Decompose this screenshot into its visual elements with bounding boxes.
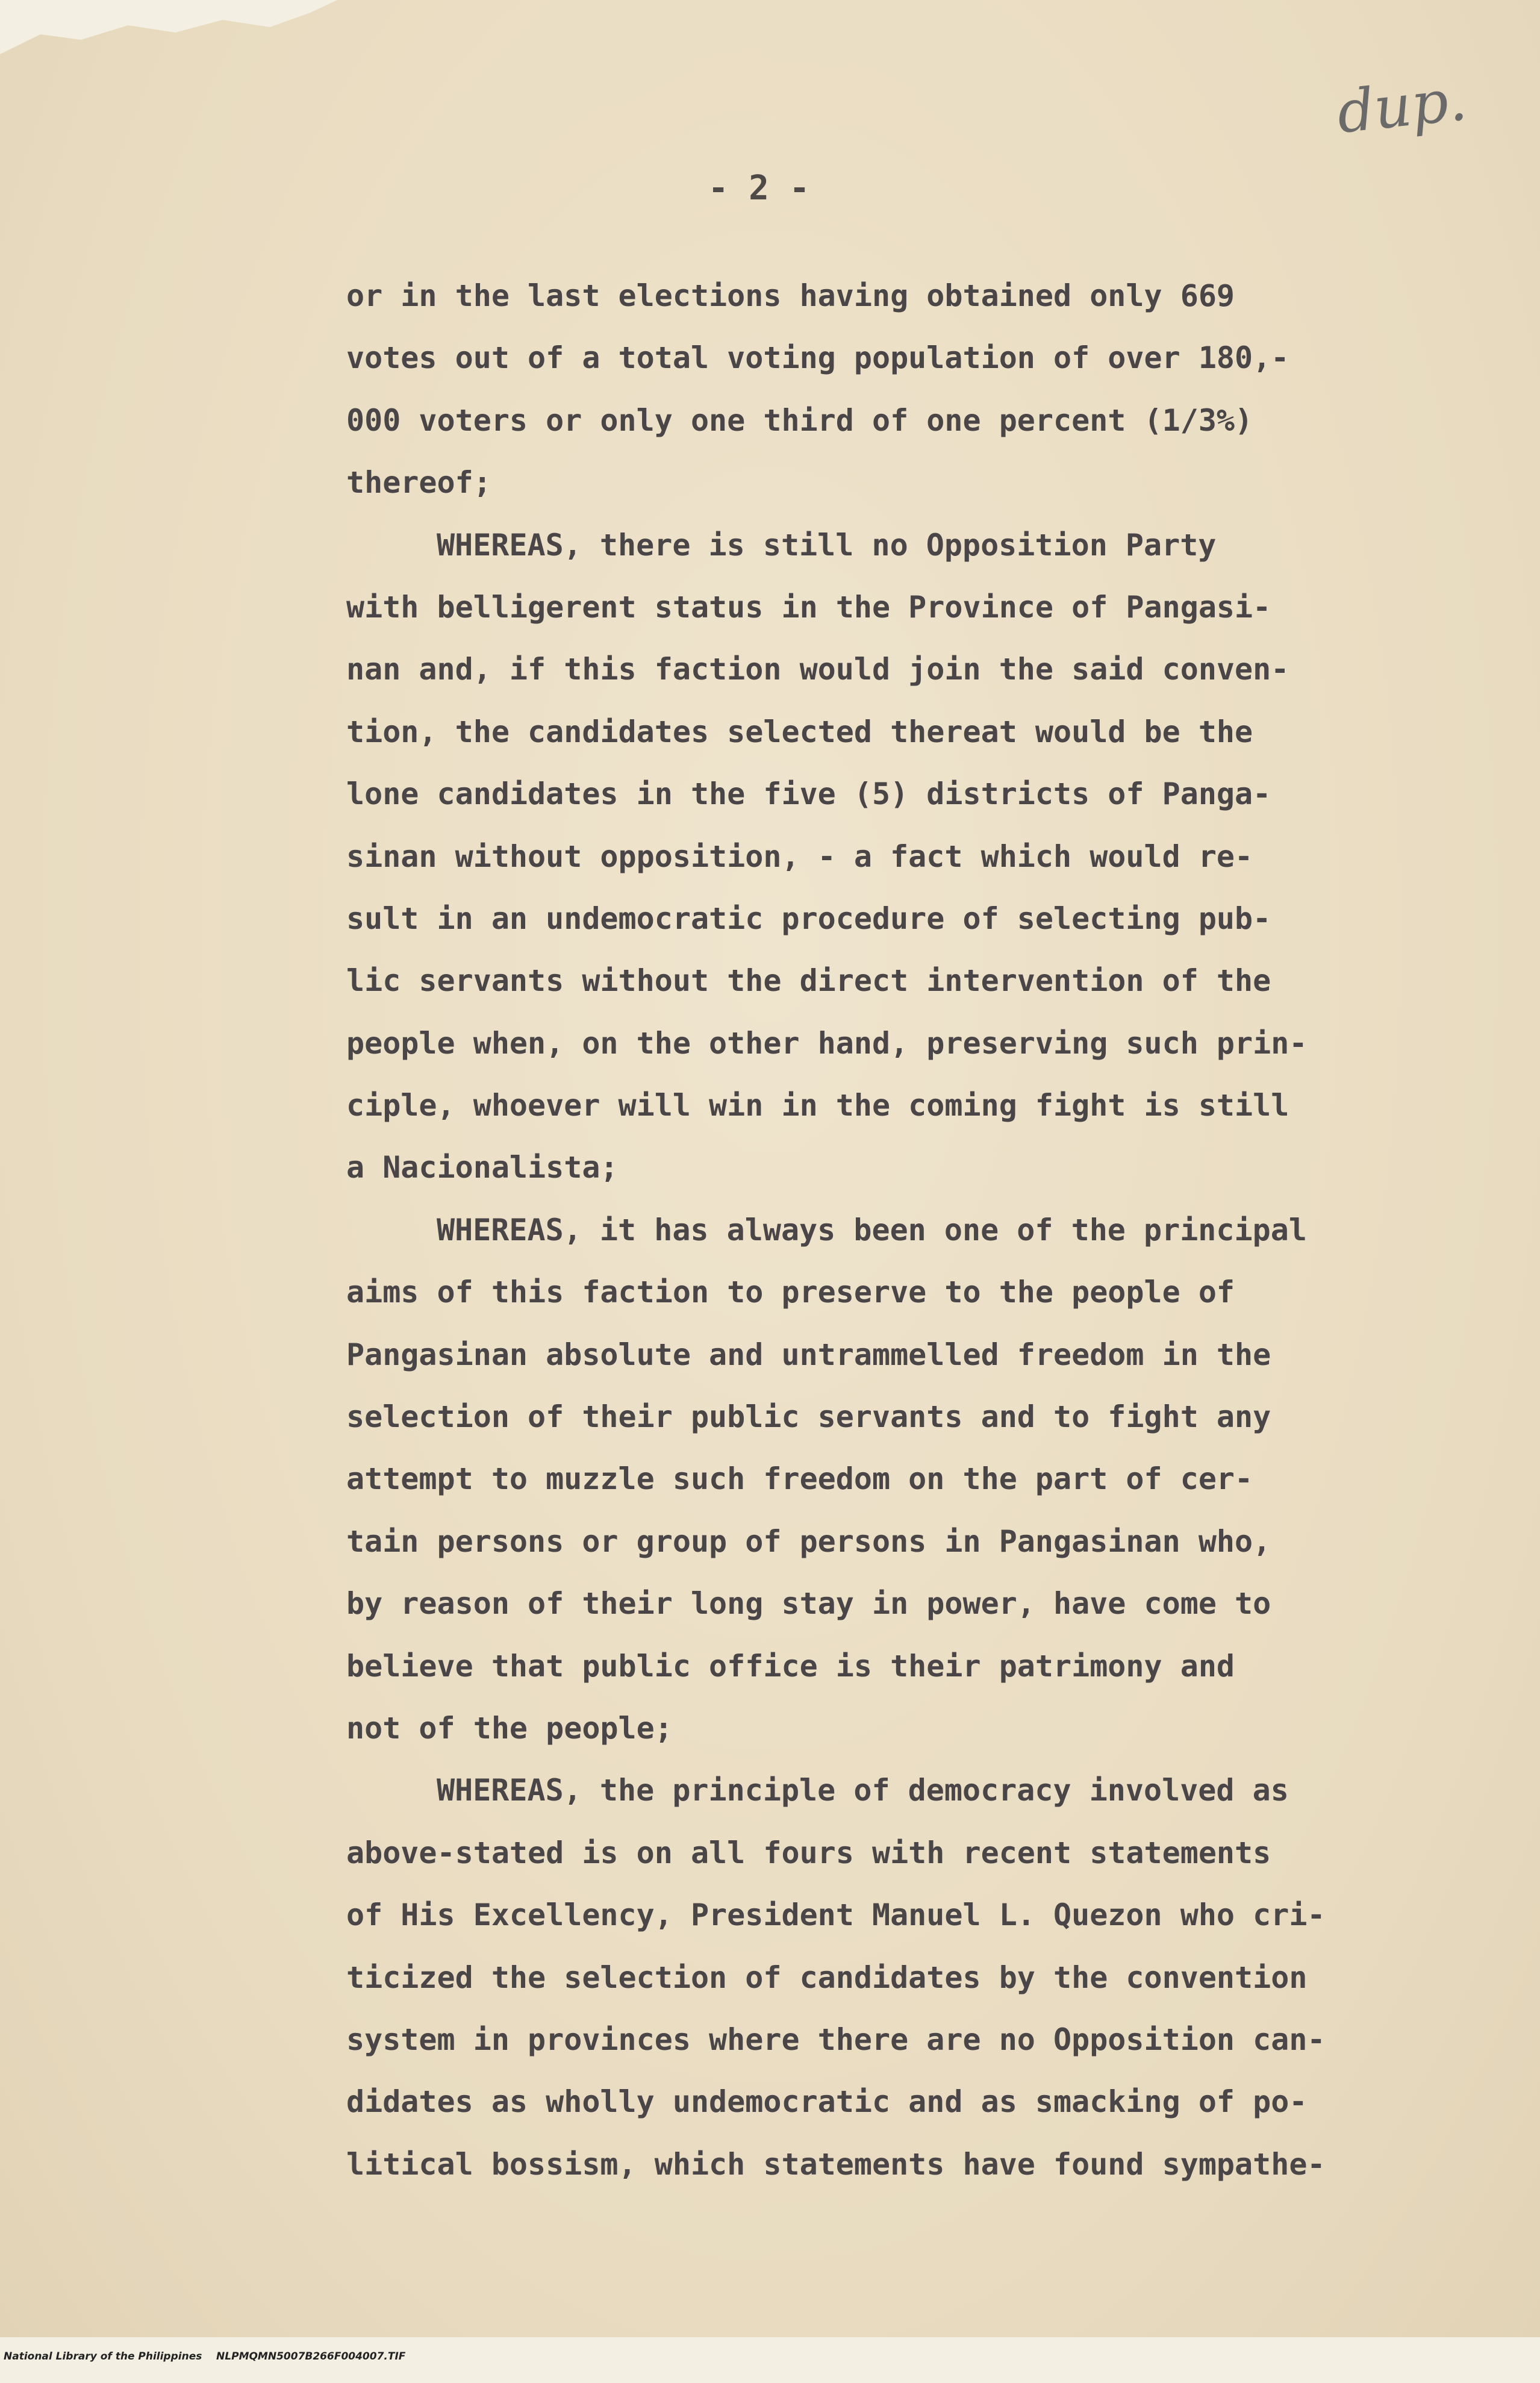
- text-line: tion, the candidates selected thereat would be the: [346, 714, 1253, 749]
- text-line: a Nacionalista;: [346, 1150, 619, 1185]
- text-line: WHEREAS, there is still no Opposition Party: [437, 527, 1217, 563]
- paragraph: [346, 265, 1364, 514]
- text-line: votes out of a total voting population of over 180,-: [346, 340, 1289, 376]
- paragraph: [346, 1199, 1364, 1760]
- text-line: aims of this faction to preserve to the people of: [346, 1275, 1235, 1310]
- text-line: sult in an undemocratic procedure of selecting pub-: [346, 901, 1271, 936]
- text-line: people when, on the other hand, preserving such prin-: [346, 1025, 1308, 1061]
- text-line: or in the last elections having obtained only 669: [346, 278, 1235, 313]
- text-line: nan and, if this faction would join the said conven-: [346, 652, 1289, 687]
- paragraph: [346, 514, 1364, 1199]
- text-line: sinan without opposition, - a fact which would re-: [346, 839, 1253, 874]
- text-line: of His Excellency, President Manuel L. Quezon who cri-: [346, 1897, 1326, 1933]
- text-line: ticized the selection of candidates by the convention: [346, 1960, 1308, 1995]
- text-line: selection of their public servants and to fight any: [346, 1399, 1271, 1435]
- footer-file-id: NLPMQMN5007B266F004007.TIF: [216, 2350, 406, 2363]
- text-line: 000 voters or only one third of one percent (1/3%): [346, 402, 1253, 438]
- archive-footer: [0, 2337, 1540, 2383]
- torn-paper-edge: [0, 0, 337, 90]
- text-line: not of the people;: [346, 1710, 673, 1746]
- text-line: WHEREAS, it has always been one of the principal: [437, 1212, 1307, 1248]
- handwritten-annotation: dup.: [1333, 66, 1470, 146]
- document-body: [346, 265, 1364, 2196]
- footer-caption: [4, 2350, 405, 2363]
- text-line: litical bossism, which statements have found sympathe-: [346, 2146, 1326, 2182]
- text-line: by reason of their long stay in power, have come to: [346, 1586, 1271, 1622]
- footer-library: National Library of the Philippines: [4, 2350, 202, 2363]
- text-line: with belligerent status in the Province of Pangasi-: [346, 589, 1271, 625]
- page-number: - 2 -: [708, 169, 810, 208]
- text-line: tain persons or group of persons in Pangasinan who,: [346, 1523, 1271, 1559]
- text-line: above-stated is on all fours with recent statements: [346, 1835, 1271, 1870]
- paragraph: [346, 1760, 1364, 2196]
- text-line: thereof;: [346, 465, 491, 501]
- text-line: didates as wholly undemocratic and as smacking of po-: [346, 2084, 1308, 2120]
- text-line: Pangasinan absolute and untrammelled freedom in the: [346, 1337, 1271, 1372]
- text-line: WHEREAS, the principle of democracy involved as: [437, 1773, 1289, 1808]
- text-line: lone candidates in the five (5) districts of Panga-: [346, 776, 1271, 812]
- text-line: lic servants without the direct intervention of the: [346, 963, 1271, 999]
- text-line: believe that public office is their patrimony and: [346, 1648, 1235, 1684]
- text-line: system in provinces where there are no Opposition can-: [346, 2022, 1326, 2057]
- text-line: ciple, whoever will win in the coming fight is still: [346, 1088, 1289, 1123]
- text-line: attempt to muzzle such freedom on the part of cer-: [346, 1461, 1253, 1497]
